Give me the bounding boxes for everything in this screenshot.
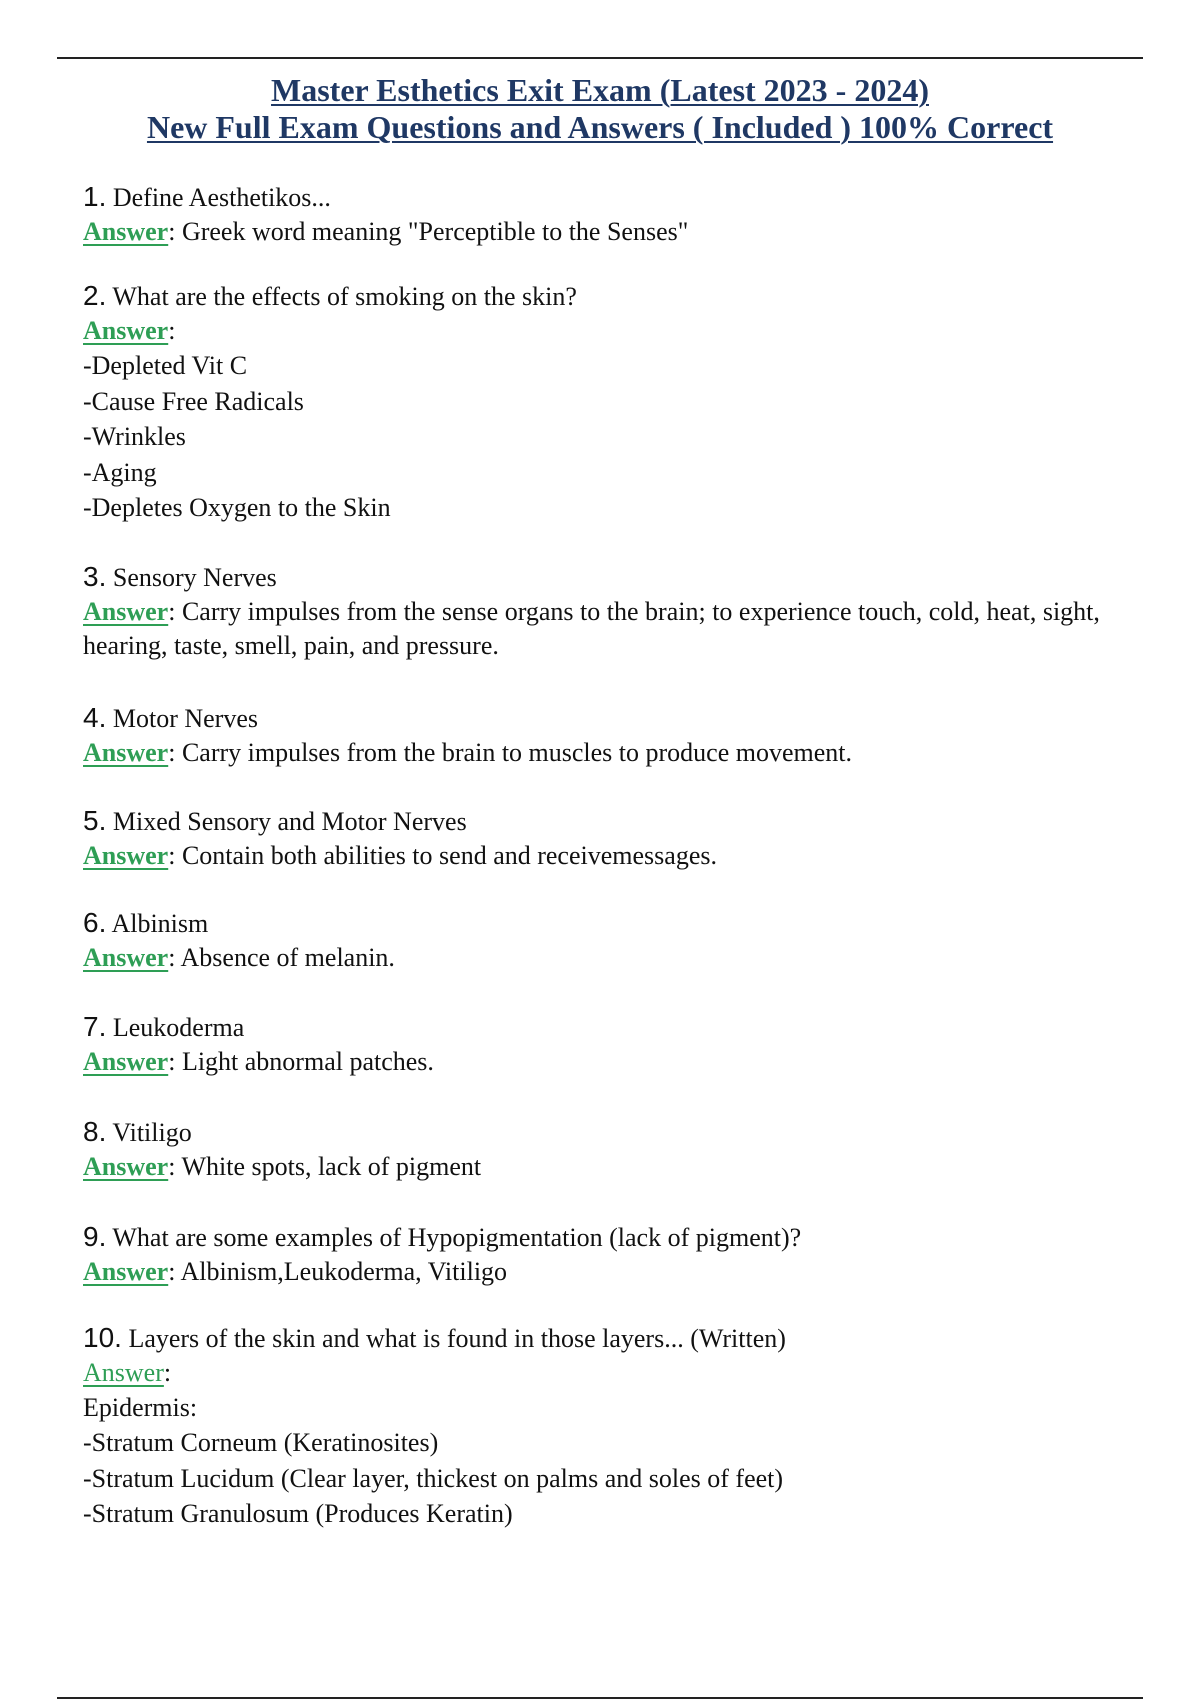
answer-line: Epidermis: bbox=[83, 1392, 198, 1422]
question-9: 9. What are some examples of Hypopigmentation (lack of pigment)? bbox=[83, 1220, 802, 1252]
answer-10: Answer: bbox=[83, 1357, 172, 1387]
answer-label: Answer bbox=[83, 1357, 164, 1387]
question-6: 6. Albinism bbox=[83, 906, 209, 938]
answer-label: Answer bbox=[83, 1151, 169, 1181]
answer-8: Answer: White spots, lack of pigment bbox=[83, 1151, 482, 1181]
answer-line: -Depleted Vit C bbox=[83, 351, 248, 380]
answer-line: -Cause Free Radicals bbox=[83, 386, 304, 416]
answer-4: Answer: Carry impulses from the brain to muscles to produce movement. bbox=[83, 737, 853, 767]
answer-line: -Stratum Granulosum (Produces Keratin) bbox=[83, 1499, 513, 1528]
qa-item-5 bbox=[83, 804, 1123, 873]
question-2: 2. What are the effects of smoking on the skin? bbox=[83, 280, 577, 311]
answer-label: Answer bbox=[83, 316, 169, 345]
qa-item-3 bbox=[83, 560, 1123, 663]
qa-item-10 bbox=[83, 1321, 1123, 1532]
question-5: 5. Mixed Sensory and Motor Nerves bbox=[83, 804, 467, 836]
title-line-1: Master Esthetics Exit Exam (Latest 2023 - 2024) bbox=[271, 72, 929, 108]
answer-3: Answer: Carry impulses from the sense organs to the brain; to experience touch, cold, heat, sight, hearing, taste, smell, pain, and pressure. bbox=[83, 596, 1100, 660]
qa-item-7 bbox=[83, 1010, 1123, 1079]
question-10: 10. Layers of the skin and what is found in those layers... (Written) bbox=[83, 1321, 786, 1353]
question-4: 4. Motor Nerves bbox=[83, 701, 258, 733]
question-3: 3. Sensory Nerves bbox=[83, 560, 277, 592]
qa-item-1 bbox=[83, 180, 1123, 249]
answer-label: Answer bbox=[83, 737, 169, 767]
answer-1: Answer: Greek word meaning "Perceptible to the Senses" bbox=[83, 217, 689, 246]
question-1: 1. Define Aesthetikos... bbox=[83, 181, 331, 212]
question-8: 8. Vitiligo bbox=[83, 1115, 192, 1147]
answer-label: Answer bbox=[83, 1256, 169, 1286]
document-title bbox=[57, 72, 1143, 146]
qa-item-9 bbox=[83, 1220, 1123, 1289]
qa-item-4 bbox=[83, 701, 1123, 770]
answer-line: -Stratum Corneum (Keratinosites) bbox=[83, 1428, 439, 1457]
answer-2: Answer: bbox=[83, 316, 176, 345]
qa-list bbox=[83, 180, 1123, 1562]
qa-item-2 bbox=[83, 279, 1123, 526]
question-7: 7. Leukoderma bbox=[83, 1010, 245, 1042]
answer-7: Answer: Light abnormal patches. bbox=[83, 1046, 434, 1076]
bottom-rule bbox=[57, 1697, 1143, 1699]
answer-6: Answer: Absence of melanin. bbox=[83, 942, 395, 972]
answer-line: -Wrinkles bbox=[83, 422, 186, 451]
title-line-2: New Full Exam Questions and Answers ( Included ) 100% Correct bbox=[146, 109, 1054, 145]
answer-label: Answer bbox=[83, 596, 169, 626]
qa-item-6 bbox=[83, 906, 1123, 975]
answer-label: Answer bbox=[83, 1046, 169, 1076]
answer-9: Answer: Albinism,Leukoderma, Vitiligo bbox=[83, 1256, 508, 1286]
answer-5: Answer: Contain both abilities to send and receivemessages. bbox=[83, 840, 717, 870]
qa-item-8 bbox=[83, 1115, 1123, 1184]
answer-label: Answer bbox=[83, 217, 169, 246]
top-rule bbox=[57, 57, 1143, 59]
answer-line: -Depletes Oxygen to the Skin bbox=[83, 493, 391, 522]
answer-line: -Aging bbox=[83, 457, 157, 487]
answer-label: Answer bbox=[83, 942, 169, 972]
answer-line: -Stratum Lucidum (Clear layer, thickest on palms and soles of feet) bbox=[83, 1463, 784, 1493]
answer-label: Answer bbox=[83, 840, 169, 870]
